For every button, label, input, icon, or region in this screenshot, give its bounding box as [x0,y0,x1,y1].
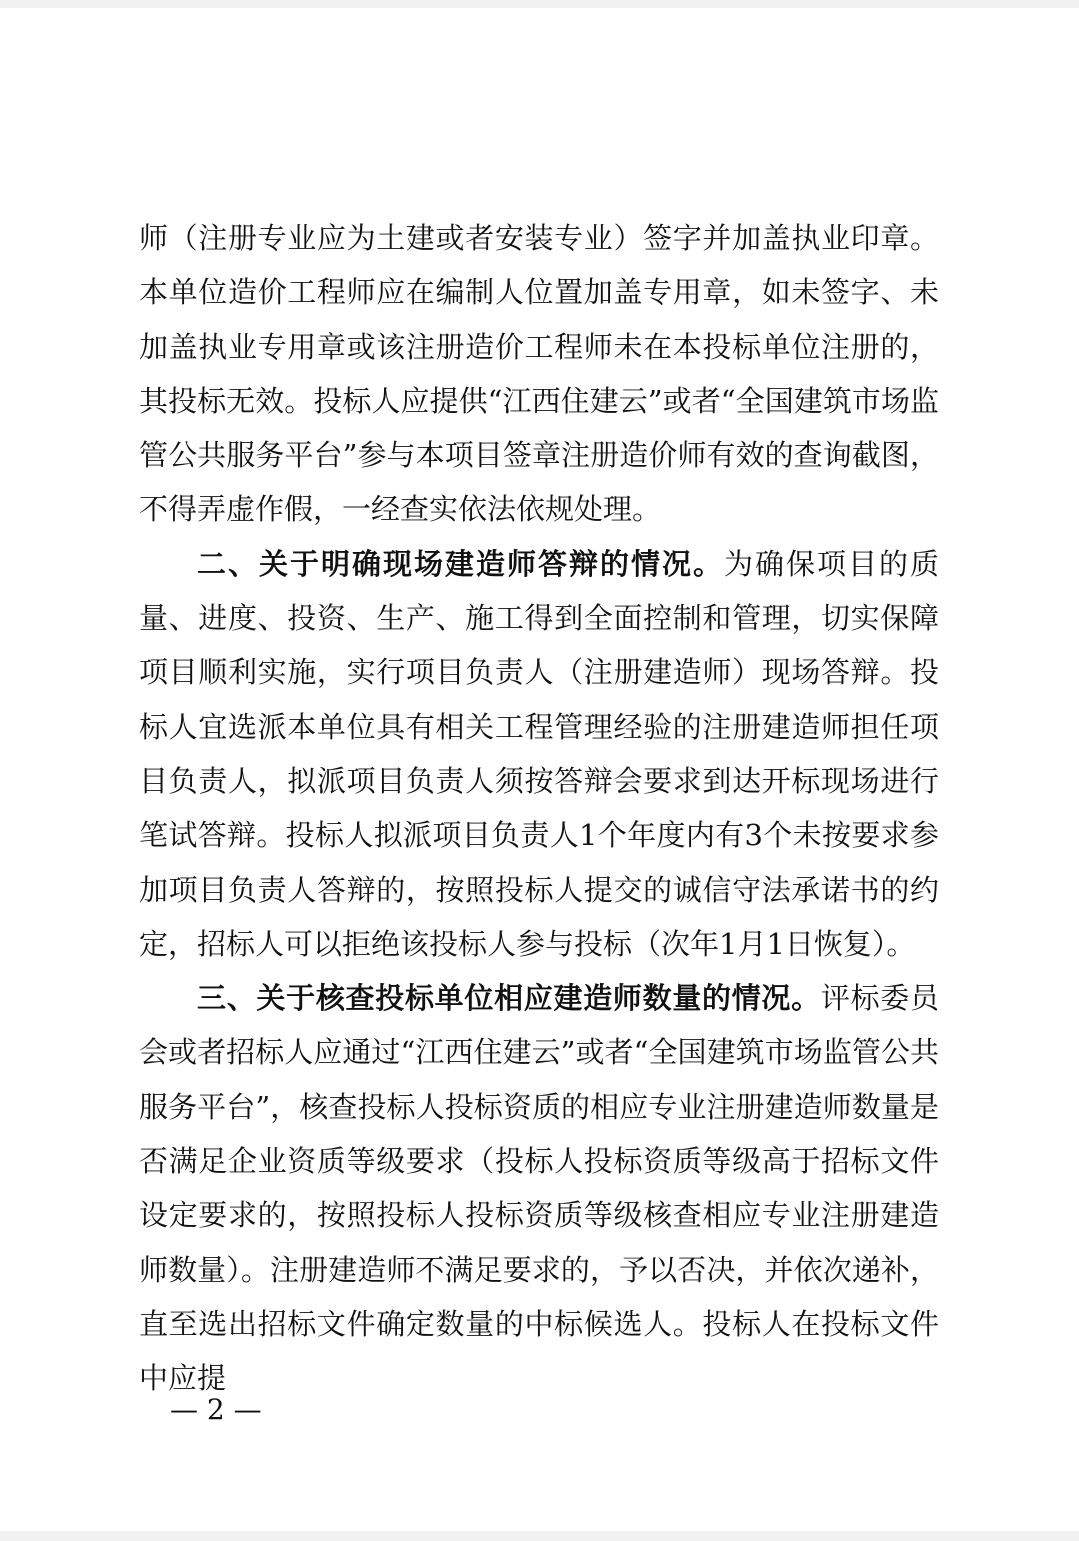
paragraph-2 [139,537,939,971]
paragraph-3 [139,971,939,1405]
paragraph-1 [139,211,939,537]
top-border [0,0,1079,8]
paragraph-3-text: 评标委员会或者招标人应通过“江西住建云”或者“全国建筑市场监管公共服务平台”，核查投标人投标资质的相应专业注册建造师数量是否满足企业资质等级要求（投标人投标资质等级高于招标文件设定要求的，按照投标人投标资质等级核查相应专业注册建造师数量）。注册建造师不满足要求的，予以否决，并依次递补，直至选出招标文件确定数量的中标候选人。投标人在投标文件中应提 [139,981,939,1396]
bottom-border [0,1531,1079,1541]
paragraph-3-heading: 三、关于核查投标单位相应建造师数量的情况。 [197,981,821,1016]
paragraph-2-heading: 二、关于明确现场建造师答辩的情况。 [197,546,724,581]
paragraph-1-text: 师（注册专业应为土建或者安装专业）签字并加盖执业印章。本单位造价工程师应在编制人位置加盖专用章，如未签字、未加盖执业专用章或该注册造价工程师未在本投标单位注册的，其投标无效。投标人应提供“江西住建云”或者“全国建筑市场监管公共服务平台”参与本项目签章注册造价师有效的查询截图，不得弄虚作假，一经查实依法依规处理。 [139,221,939,527]
paragraph-2-text: 为确保项目的质量、进度、投资、生产、施工得到全面控制和管理，切实保障项目顺利实施，实行项目负责人（注册建造师）现场答辩。投标人宜选派本单位具有相关工程管理经验的注册建造师担任项目负责人，拟派项目负责人须按答辩会要求到达开标现场进行笔试答辩。投标人拟派项目负责人1个年度内有3个未按要求参加项目负责人答辩的，按照投标人提交的诚信守法承诺书的约定，招标人可以拒绝该投标人参与投标（次年1月1日恢复）。 [139,546,939,961]
document-body [139,211,939,1406]
page-number: — 2 — [170,1393,262,1426]
